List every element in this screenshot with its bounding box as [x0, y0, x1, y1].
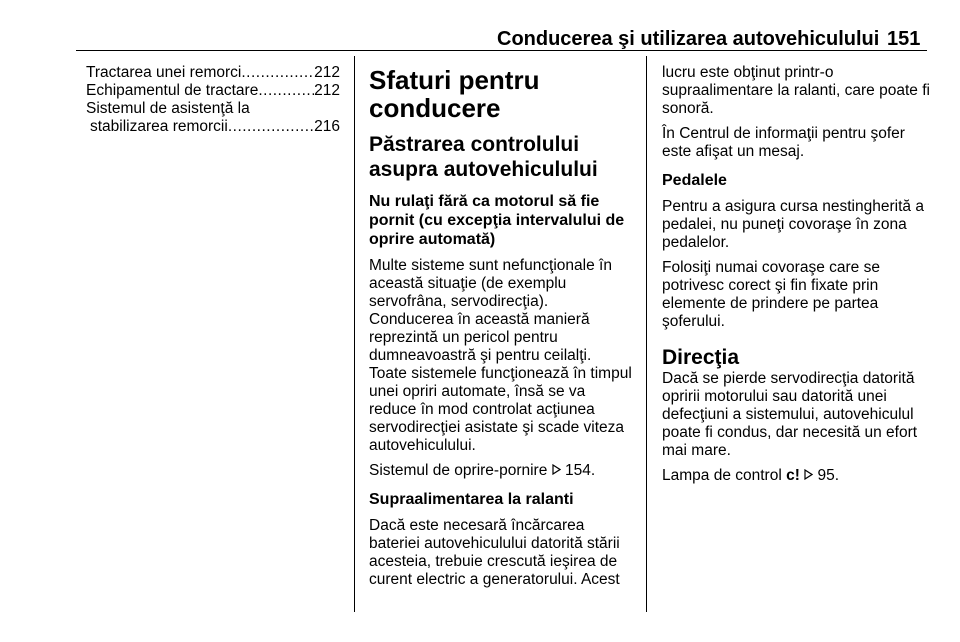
subsection-heading: Pedalele — [662, 172, 727, 189]
page-reference[interactable]: 154. — [564, 462, 596, 479]
header-divider — [76, 50, 927, 51]
toc-entry[interactable]: Sistemul de asistenţă la stabilizarea remorcii ..... 216 — [86, 100, 340, 136]
body-paragraph: Lampa de control c! 95. — [662, 467, 840, 484]
section-subtitle: Păstrarea controlului asupra autovehiculului — [369, 133, 598, 181]
body-paragraph: Multe sisteme sunt nefuncţionale în această situaţie (de exemplu servofrâna, servodirecţia). Conducerea în această manieră reprezintă un pericol pentru dumneavoastră şi pentru ceilalţi. Toate sistemele funcţionează în timpul unei opriri automate, însă se va reduce în mod controlat acţiunea servodirecţiei asistate şi scade viteza autovehiculului. — [369, 257, 632, 454]
body-paragraph: În Centrul de informaţii pentru şofer este afişat un mesaj. — [662, 125, 905, 160]
section-heading: Direcţia — [662, 346, 740, 369]
body-paragraph: Pentru a asigura cursa nestingherită a pedalei, nu puneţi covoraşe în zona pedalelor. — [662, 198, 924, 251]
column-divider-right — [646, 56, 647, 612]
steering-warning-icon: c! — [786, 467, 800, 484]
subsection-heading: Supraalimentarea la ralanti — [369, 491, 574, 508]
reference-arrow-icon — [804, 467, 813, 485]
body-paragraph: Dacă se pierde servodirecţia datorită opririi motorului sau datorită unei defecţiuni a sistemului, autovehiculul poate fi condus, dar necesită un efort mai mare. — [662, 370, 918, 459]
toc-column — [86, 64, 340, 136]
body-paragraph: Sistemul de oprire-pornire 154. — [369, 462, 596, 479]
reference-arrow-icon — [552, 462, 561, 480]
section-title: Sfaturi pentru conducere — [369, 65, 540, 123]
toc-entry[interactable]: Tractarea unei remorci ..... 212 — [86, 64, 340, 82]
leader-dots — [241, 64, 314, 82]
body-paragraph: Dacă este necesară încărcarea bateriei autovehiculului datorită stării acesteia, trebuie crescută ieşirea de curent electric a generatorului. Acest — [369, 517, 620, 588]
leader-dots — [258, 82, 314, 100]
right-column — [662, 64, 936, 492]
column-divider-left — [354, 56, 355, 612]
page-title: Conducerea şi utilizarea autovehiculului — [497, 28, 880, 50]
page-number: 151 — [887, 28, 921, 50]
subsection-heading: Nu rulaţi fără ca motorul să fie pornit (cu excepţia intervalului de oprire automată) — [369, 193, 625, 248]
body-paragraph: Folosiţi numai covoraşe care se potrivesc corect şi fin fixate prin elemente de prindere pe partea şoferului. — [662, 259, 880, 330]
leader-dots — [228, 118, 314, 136]
body-paragraph: lucru este obţinut printr-o supraalimentare la ralanti, care poate fi sonoră. — [662, 64, 930, 117]
toc-entry[interactable]: Echipamentul de tractare ..... 212 — [86, 82, 340, 100]
middle-column — [369, 66, 633, 596]
page-reference[interactable]: 95. — [817, 467, 840, 484]
